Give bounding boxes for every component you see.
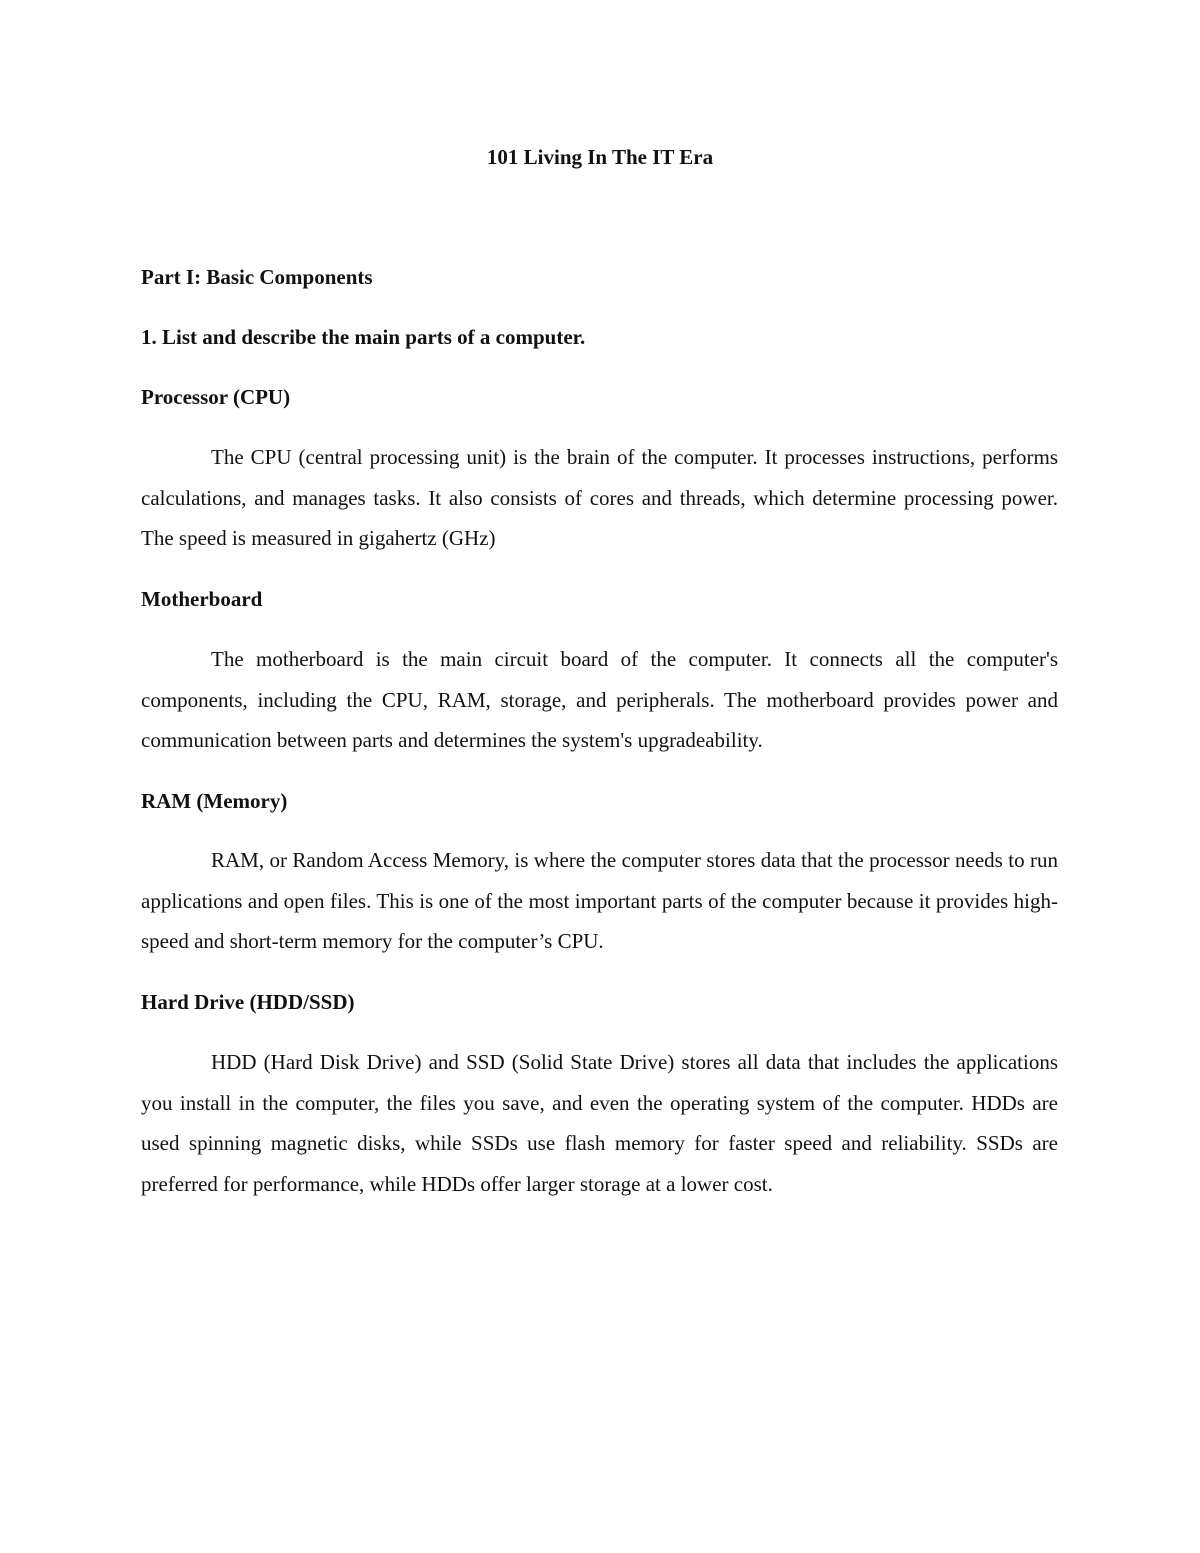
- document-title: 101 Living In The IT Era: [486, 145, 714, 169]
- section-heading-hard-drive: Hard Drive (HDD/SSD): [141, 990, 355, 1014]
- section-heading-ram: RAM (Memory): [141, 789, 288, 813]
- question-heading: 1. List and describe the main parts of a computer.: [141, 325, 586, 349]
- section-body-hard-drive: HDD (Hard Disk Drive) and SSD (Solid State Drive) stores all data that includes the applications you install in the computer, the files you save, and even the operating system of the computer. HDDs are used spinning magnetic disks, while SSDs use flash memory for faster speed and reliability. SSDs are preferred for performance, while HDDs offer larger storage at a lower cost.: [141, 1050, 1058, 1196]
- section-heading-motherboard: Motherboard: [141, 587, 263, 611]
- part-heading: Part I: Basic Components: [141, 265, 373, 289]
- section-body-ram: RAM, or Random Access Memory, is where the computer stores data that the processor needs to run applications and open files. This is one of the most important parts of the computer because it provides high-speed and short-term memory for the computer’s CPU.: [141, 848, 1058, 953]
- section-heading-processor: Processor (CPU): [141, 385, 291, 409]
- section-body-processor: The CPU (central processing unit) is the brain of the computer. It processes instructions, performs calculations, and manages tasks. It also consists of cores and threads, which determine processing power. The speed is measured in gigahertz (GHz): [141, 445, 1058, 550]
- section-body-motherboard: The motherboard is the main circuit board of the computer. It connects all the computer's components, including the CPU, RAM, storage, and peripherals. The motherboard provides power and communication between parts and determines the system's upgradeability.: [141, 647, 1058, 752]
